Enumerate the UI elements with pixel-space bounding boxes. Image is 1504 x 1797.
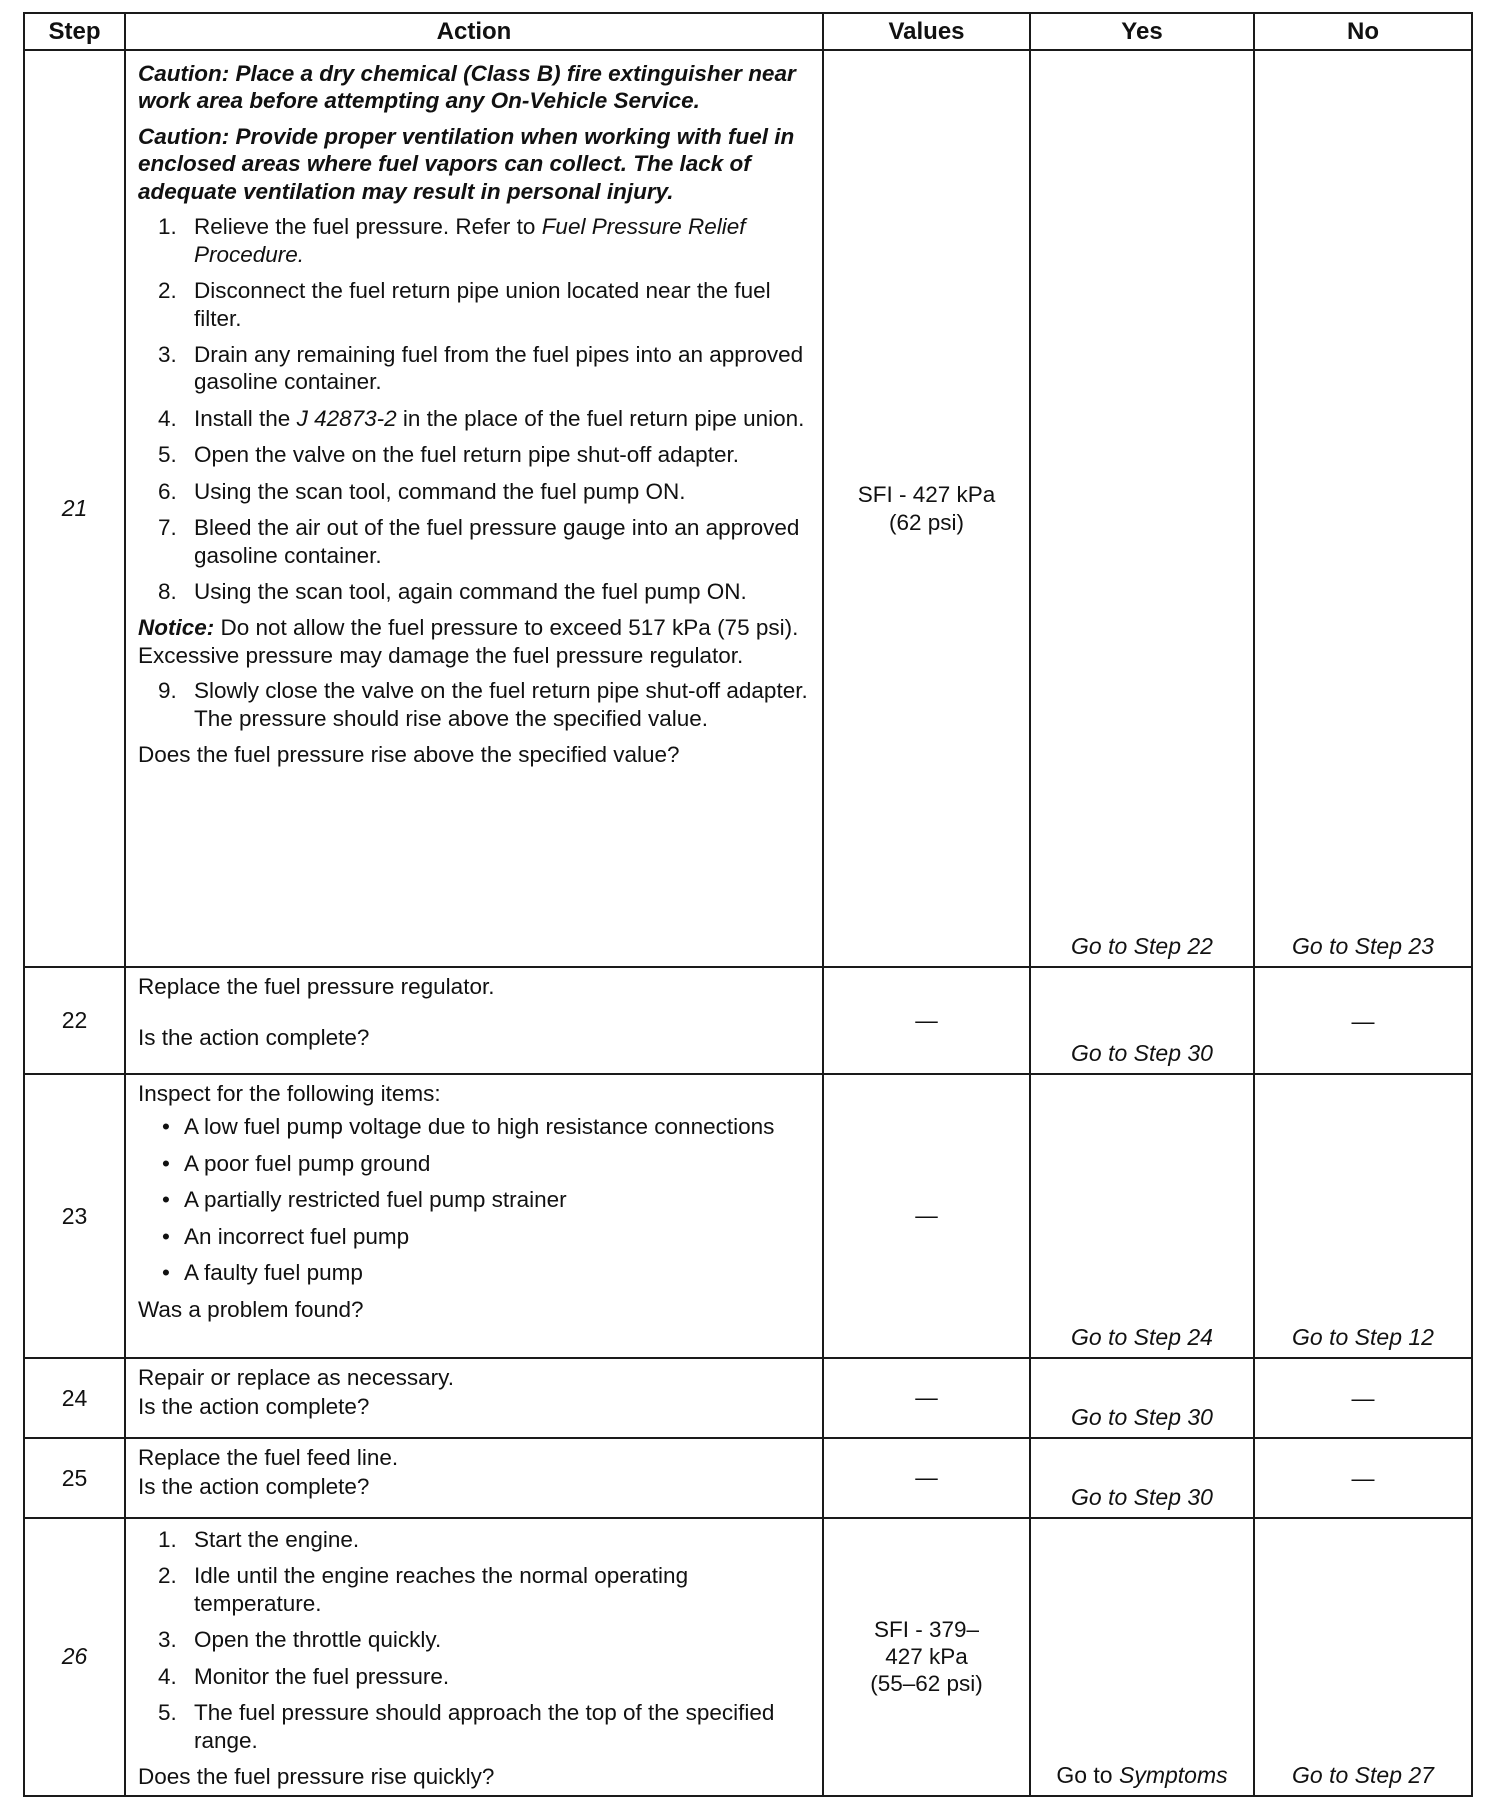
yes-cell: Go to Step 30: [1030, 1358, 1254, 1438]
list-item: 7. Bleed the air out of the fuel pressure gauge into an approved gasoline container.: [158, 515, 800, 568]
notice: Notice: Do not allow the fuel pressure to exceed 517 kPa (75 psi). Excessive pressure may damage the fuel pressure regulator.: [138, 615, 799, 668]
list-item: 6. Using the scan tool, command the fuel pump ON.: [158, 478, 686, 504]
action-cell: Repair or replace as necessary. Is the action complete?: [125, 1358, 823, 1438]
action-cell: Replace the fuel pressure regulator. Is the action complete?: [125, 967, 823, 1074]
list-item: 1. Relieve the fuel pressure. Refer to Fuel Pressure Relief Procedure.: [158, 214, 746, 267]
list-item: 4. Install the J 42873-2 in the place of the fuel return pipe union.: [158, 405, 805, 431]
procedure-list: [138, 213, 816, 605]
no-cell: Go to Step 23: [1254, 50, 1472, 967]
list-item: 9. Slowly close the valve on the fuel return pipe shut-off adapter. The pressure should rise above the specified value.: [158, 678, 808, 731]
header-row: [24, 13, 1472, 50]
question: Is the action complete?: [138, 1025, 370, 1051]
question: Is the action complete?: [138, 1394, 370, 1420]
list-item: • An incorrect fuel pump: [138, 1223, 816, 1250]
list-item: 2. Disconnect the fuel return pipe union located near the fuel filter.: [158, 278, 771, 331]
header-yes: Yes: [1030, 13, 1254, 50]
list-item: 4. Monitor the fuel pressure.: [158, 1663, 450, 1689]
header-values: Values: [823, 13, 1030, 50]
action-cell: Inspect for the following items: • A low fuel pump voltage due to high resistance connections • A poor fuel pump ground • A partially restricted fuel pump strainer • An incorrect fuel pump • A faulty fuel pump Was a problem found?: [125, 1074, 823, 1358]
step-number: 25: [24, 1438, 125, 1518]
yes-cell: Go to Step 22: [1030, 50, 1254, 967]
procedure-list-cont: [138, 677, 816, 732]
list-item: • A poor fuel pump ground: [138, 1150, 816, 1177]
list-item: 2. Idle until the engine reaches the normal operating temperature.: [158, 1563, 689, 1616]
list-item: 5. The fuel pressure should approach the top of the specified range.: [158, 1700, 775, 1753]
header-action: Action: [125, 13, 823, 50]
values-cell: —: [823, 967, 1030, 1074]
list-item: • A faulty fuel pump: [138, 1259, 816, 1286]
list-item: • A low fuel pump voltage due to high resistance connections: [138, 1113, 816, 1140]
header-step: Step: [24, 13, 125, 50]
diagnostic-table: [23, 12, 1473, 1797]
step-number: 21: [24, 50, 125, 967]
step-number: 23: [24, 1074, 125, 1358]
step-number: 24: [24, 1358, 125, 1438]
step-number: 22: [24, 967, 125, 1074]
yes-cell: Go to Step 30: [1030, 967, 1254, 1074]
caution-ventilation: Caution: Provide proper ventilation when working with fuel in enclosed areas where fuel vapors can collect. The lack of adequate ventilation may result in personal injury.: [138, 123, 795, 204]
caution-fire-extinguisher: Caution: Place a dry chemical (Class B) fire extinguisher near work area before attempting any On-Vehicle Service.: [138, 61, 796, 114]
values-cell: —: [823, 1438, 1030, 1518]
table-row-step-26: [24, 1518, 1472, 1796]
question: Is the action complete?: [138, 1474, 370, 1500]
tool-reference: J 42873-2: [296, 405, 397, 431]
step-number: 26: [24, 1518, 125, 1796]
table-row-step-23: [24, 1074, 1472, 1358]
table-row-step-21: [24, 50, 1472, 967]
notice-label: Notice:: [138, 615, 215, 641]
list-item: 3. Drain any remaining fuel from the fuel pipes into an approved gasoline container.: [158, 341, 804, 395]
values-cell: —: [823, 1074, 1030, 1358]
no-cell: —: [1254, 1358, 1472, 1438]
no-cell: —: [1254, 1438, 1472, 1518]
symptoms-reference: Symptoms: [1119, 1761, 1228, 1788]
list-item: 5. Open the valve on the fuel return pipe shut-off adapter.: [158, 442, 739, 468]
procedure-list: [138, 1526, 816, 1754]
table-row-step-25: [24, 1438, 1472, 1518]
yes-cell: Go to Symptoms: [1030, 1518, 1254, 1796]
yes-cell: Go to Step 30: [1030, 1438, 1254, 1518]
yes-cell: Go to Step 24: [1030, 1074, 1254, 1358]
values-cell: SFI - 427 kPa (62 psi): [823, 50, 1030, 967]
list-item: • A partially restricted fuel pump strainer: [138, 1186, 816, 1213]
reference-link: Fuel Pressure Relief Procedure.: [194, 214, 746, 267]
values-cell: —: [823, 1358, 1030, 1438]
no-cell: Go to Step 12: [1254, 1074, 1472, 1358]
header-no: No: [1254, 13, 1472, 50]
question: Does the fuel pressure rise quickly?: [138, 1764, 495, 1790]
action-cell: [125, 50, 823, 967]
action-cell: [125, 1518, 823, 1796]
question: Was a problem found?: [138, 1296, 364, 1322]
question: Does the fuel pressure rise above the specified value?: [138, 742, 680, 768]
action-cell: Replace the fuel feed line. Is the action complete?: [125, 1438, 823, 1518]
values-cell: SFI - 379– 427 kPa (55–62 psi): [823, 1518, 1030, 1796]
no-cell: Go to Step 27: [1254, 1518, 1472, 1796]
list-item: 1. Start the engine.: [158, 1527, 360, 1552]
table-row-step-22: [24, 967, 1472, 1074]
list-item: 3. Open the throttle quickly.: [158, 1627, 442, 1653]
list-item: 8. Using the scan tool, again command the fuel pump ON.: [158, 579, 747, 604]
table-row-step-24: [24, 1358, 1472, 1438]
no-cell: —: [1254, 967, 1472, 1074]
inspection-list: [138, 1113, 816, 1286]
